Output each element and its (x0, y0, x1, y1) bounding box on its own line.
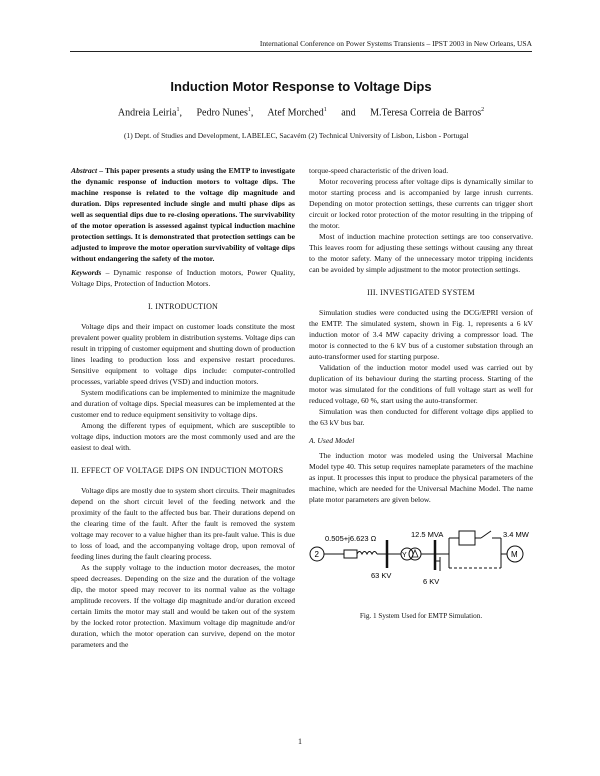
author-affiliation-mark: 1 (176, 107, 180, 113)
author-name: Pedro Nunes (196, 107, 248, 119)
impedance-label: 0.505+j6.623 Ω (325, 534, 377, 543)
paragraph: Validation of the induction motor model used was carried out by duplication of its behaviour during the starting process. Starting of the motor was simulated for the conditions of full voltage start as well for reduced voltage, 60 %, start using the auto-transformer. (309, 363, 533, 405)
keywords-text: – Dynamic response of Induction motors, Power Quality, Voltage Dips, Protection of Induction Motors. (71, 268, 296, 288)
paragraph: Most of induction machine protection settings are too conservative. This leaves room for adjusting these settings without causing any threat to the motor safety. Many of the unnecessary motor tripping incidents can be avoided by simple adjustment to the motor protection settings. (309, 232, 533, 274)
switch-symbol (481, 531, 491, 538)
autotransformer-symbol (459, 531, 475, 545)
subsection-heading-used-model: A. Used Model (309, 436, 355, 445)
running-header: International Conference on Power Systems Transients – IPST 2003 in New Orleans, USA (259, 39, 532, 48)
paragraph: System modifications can be implemented to minimize the magnitude and duration of voltage dips. Special measures can be implemented at the customer end to reduce equipment sensitivity to voltage dips. (71, 388, 295, 419)
author-separator: , (250, 107, 254, 119)
author-affiliation-mark: 1 (323, 107, 327, 113)
page-number: 1 (298, 737, 302, 746)
paragraph: Simulation was then conducted for different voltage dips applied to the 63 kV bus bar. (309, 407, 533, 427)
author-separator: and (341, 107, 356, 119)
keywords (71, 267, 295, 289)
motor-rating-label: 3.4 MW (503, 530, 529, 539)
author-name: Andreia Leiria (117, 107, 177, 119)
svg-text:Y: Y (402, 552, 407, 559)
author-name: M.Teresa Correia de Barros (370, 107, 482, 119)
system-diagram (309, 511, 533, 611)
section-heading-effect: II. EFFECT OF VOLTAGE DIPS ON INDUCTION MOTORS (71, 466, 284, 475)
paragraph: The induction motor was modeled using the Universal Machine Model type 40. This setup requires nameplate parameters of the machine as input. It processes this input to produce the physical parameters of the machine, which are needed for the Universal Machine Model. The name plate motor parameters are given below. (309, 451, 533, 504)
right-column (309, 165, 533, 622)
bus-6kv-label: 6 KV (423, 577, 440, 586)
resistor-symbol (344, 550, 357, 558)
left-column (71, 165, 295, 650)
paragraph: As the supply voltage to the induction motor decreases, the motor speed decreases. Depending on the size and the duration of the voltage dip, the motor speed may recover to its normal value as the voltage amplitude recovers. If the voltage dip magnitude and/or duration exceed certain limits the motor may stall and would be taken out of the system by the locked rotor protection. Maximum voltage dip magnitude and/or duration, which the motor operation can survive, depend on the motor parameters and the (71, 563, 295, 649)
author-name: Atef Morched (267, 107, 324, 119)
paragraph: Simulation studies were conducted using the DCG/EPRI version of the EMTP. The simulated system, shown in Fig. 1, represents a 6 kV induction motor of 3.4 MW capacity driving a compressor load. The motor is connected to the 6 kV bus of a customer substation through an auto-transformer used for starting purpose. (309, 308, 533, 361)
author-list (70, 107, 532, 118)
keywords-label: Keywords (71, 268, 102, 277)
abstract-label: Abstract (71, 166, 98, 175)
paragraph: Motor recovering process after voltage dips is dynamically similar to motor starting process and is accompanied by large inrush currents. Depending on motor protection settings, these currents can trigger short circuit or locked rotor protection of the motor resulting in the tripping of the motor. (309, 177, 533, 230)
author-separator: , (179, 107, 182, 119)
transformer-label: 12.5 MVA (411, 530, 444, 539)
author-affiliation-mark: 1 (247, 107, 251, 113)
motor-symbol-label: M (511, 550, 518, 559)
paper-title: Induction Motor Response to Voltage Dips (170, 79, 432, 94)
figure-1 (309, 511, 533, 611)
paragraph: Among the different types of equipment, which are susceptible to voltage dips, induction motors are the most commonly used and are the easiest to deal with. (71, 421, 295, 452)
paragraph: Voltage dips are mostly due to system short circuits. Their magnitudes depend on the short circuit level of the feeding network and the proximity of the fault to the affected bus bar. Their durations depend on the clearing time of the fault. After the fault is removed the system voltage may recover to a value higher than its pre-fault value. This is due to loss of load, and the accompanying voltage drop, upon removal of feeding lines during the fault clearing process. (71, 486, 295, 561)
abstract (71, 165, 295, 264)
abstract-text: – This paper presents a study using the EMTP to investigate the dynamic response of induction motors to voltage dips. The machine response is related to the voltage dip magnitude and duration. Dips represented include single and multi phase dips as well as sequential dips due to re-closing operations. The survivability of the motor operation is assessed against typical induction machine protection settings. It is demonstrated that protection settings can be adjusted to improve the motor operation survivability of voltage dips without endangering the safety of the motor. (71, 166, 296, 263)
author-affiliation-mark: 2 (481, 107, 485, 113)
header-rule (70, 51, 532, 52)
affiliations: (1) Dept. of Studies and Development, LABELEC, Sacavém (2) Technical University of Lisbon, Lisbon - Portugal (124, 131, 469, 140)
section-heading-investigated-system: III. INVESTIGATED SYSTEM (367, 288, 475, 297)
paragraph: Voltage dips and their impact on customer loads constitute the most prevalent power quality problem in distribution systems. Voltage dips can result in tripping of customer equipment and shutting down of production lines leading to production loss and expensive restart procedures. Sensitive equipment to voltage dips include: computer-controlled processes, variable speed drives (VSD) and induction motors. (71, 322, 295, 386)
paragraph: torque-speed characteristic of the driven load. (309, 166, 449, 175)
bus-63kv-label: 63 KV (371, 571, 392, 580)
source-label: 2 (314, 550, 319, 559)
figure-caption: Fig. 1 System Used for EMTP Simulation. (359, 612, 483, 620)
section-heading-introduction: I. INTRODUCTION (147, 302, 219, 311)
inductor-symbol (357, 552, 377, 555)
